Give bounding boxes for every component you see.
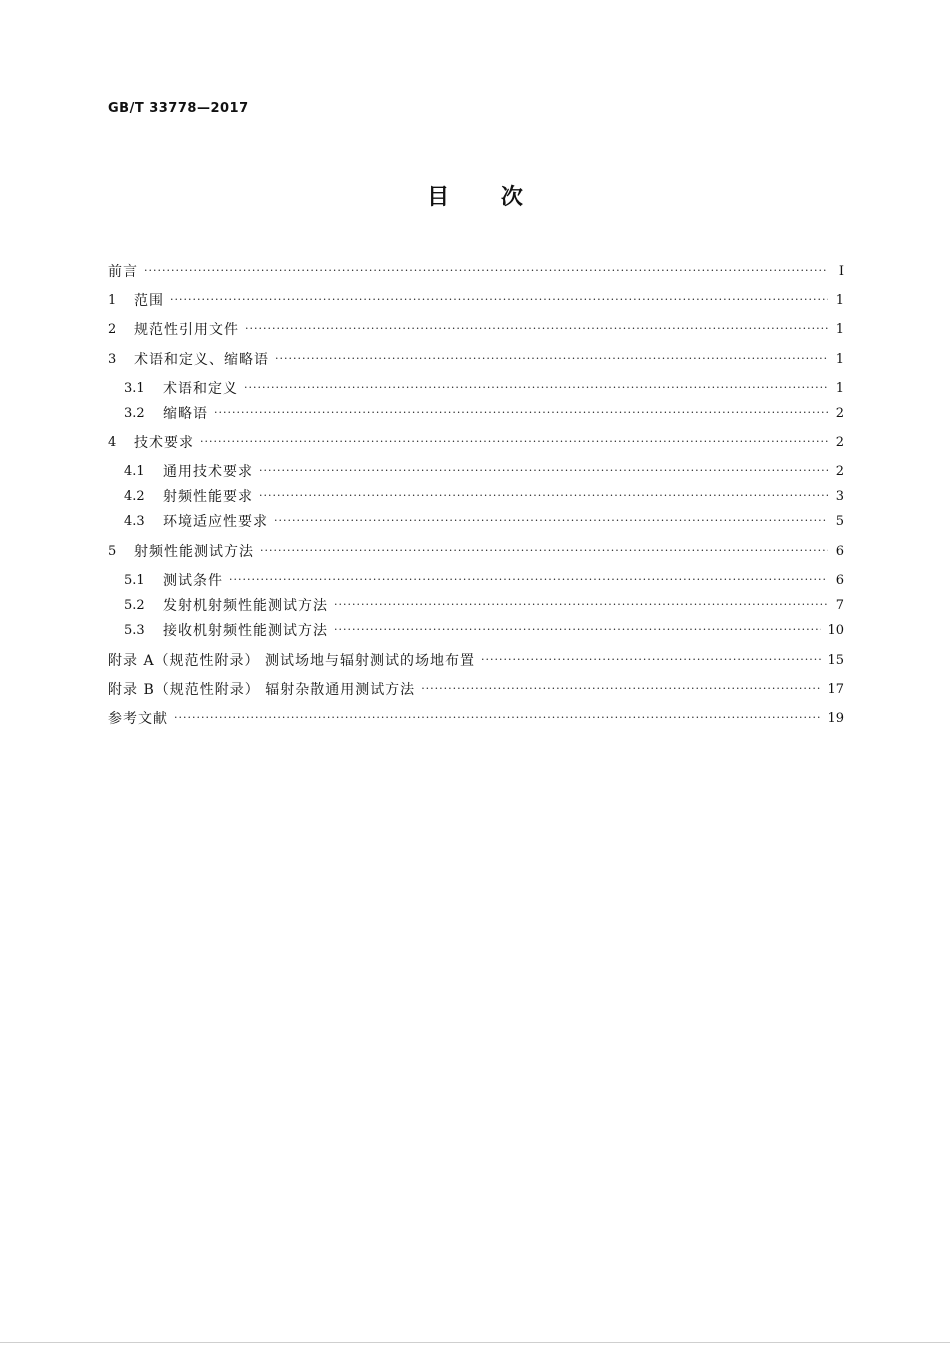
toc-entry-4-3[interactable]	[124, 510, 844, 532]
toc-leader	[214, 402, 828, 424]
toc-entry-appendix-b[interactable]	[108, 678, 844, 700]
toc-page: 15	[827, 652, 844, 668]
toc-label: 附录 B（规范性附录） 辐射杂散通用测试方法	[108, 682, 416, 698]
toc-page: 1	[835, 321, 844, 337]
toc-leader	[259, 460, 828, 482]
toc-label: 规范性引用文件	[134, 322, 239, 338]
toc-leader	[229, 569, 828, 591]
toc-page: 19	[827, 710, 844, 726]
toc-entry-5[interactable]	[108, 540, 844, 562]
toc-number: 4.1	[124, 463, 145, 479]
toc-entry-references[interactable]	[108, 707, 844, 729]
toc-page: 7	[835, 597, 844, 613]
toc-number: 4	[108, 434, 117, 450]
toc-entry-appendix-a[interactable]	[108, 649, 844, 671]
toc-entry-4[interactable]	[108, 431, 844, 453]
toc-label: 接收机射频性能测试方法	[163, 623, 328, 639]
toc-entry-5-1[interactable]	[124, 569, 844, 591]
toc-leader	[334, 619, 821, 641]
toc-label: 射频性能要求	[163, 489, 253, 505]
toc-entry-4-2[interactable]	[124, 485, 844, 507]
toc-page: Ⅰ	[838, 263, 844, 279]
toc-label: 附录 A（规范性附录） 测试场地与辐射测试的场地布置	[108, 653, 476, 669]
standard-code: GB/T 33778—2017	[108, 101, 249, 116]
toc-label: 术语和定义	[163, 381, 238, 397]
toc-page: 2	[835, 405, 844, 421]
toc-entry-foreword[interactable]	[108, 260, 844, 282]
toc-label: 通用技术要求	[163, 464, 253, 480]
toc-page: 6	[835, 572, 844, 588]
toc-page: 2	[835, 463, 844, 479]
page-title: 目 次	[427, 185, 523, 210]
toc-number: 5	[108, 543, 117, 559]
toc-leader	[174, 707, 821, 729]
toc-entry-3-1[interactable]	[124, 377, 844, 399]
toc-leader	[275, 348, 828, 370]
toc-leader	[245, 318, 828, 340]
toc-page: 1	[835, 380, 844, 396]
toc-leader	[144, 260, 828, 282]
toc-entry-3-2[interactable]	[124, 402, 844, 424]
toc-leader	[260, 540, 828, 562]
toc-label: 参考文献	[108, 711, 168, 727]
toc-leader	[481, 649, 821, 671]
toc-number: 1	[108, 292, 117, 308]
toc-label: 范围	[134, 293, 164, 309]
toc-number: 3.2	[124, 405, 145, 421]
toc-entry-4-1[interactable]	[124, 460, 844, 482]
toc-number: 4.2	[124, 488, 145, 504]
toc-entry-1[interactable]	[108, 289, 844, 311]
toc-number: 3	[108, 351, 117, 367]
toc-leader	[274, 510, 828, 532]
toc-entry-5-2[interactable]	[124, 594, 844, 616]
toc-label: 环境适应性要求	[163, 514, 268, 530]
toc-number: 5.2	[124, 597, 145, 613]
toc-page: 3	[835, 488, 844, 504]
toc-label: 发射机射频性能测试方法	[163, 598, 328, 614]
toc-label: 技术要求	[134, 435, 194, 451]
toc-page: 6	[835, 543, 844, 559]
toc-page: 1	[835, 351, 844, 367]
toc-number: 5.1	[124, 572, 145, 588]
page-edge-divider	[0, 1342, 950, 1343]
toc-leader	[259, 485, 828, 507]
toc-page: 17	[827, 681, 844, 697]
toc-entry-5-3[interactable]	[124, 619, 844, 641]
toc-leader	[244, 377, 828, 399]
toc-page: 2	[835, 434, 844, 450]
toc-label: 射频性能测试方法	[134, 544, 254, 560]
toc-leader	[421, 678, 821, 700]
toc-number: 3.1	[124, 380, 145, 396]
toc-number: 5.3	[124, 622, 145, 638]
toc-label: 测试条件	[163, 573, 223, 589]
toc-number: 4.3	[124, 513, 145, 529]
toc-entry-2[interactable]	[108, 318, 844, 340]
toc-label: 术语和定义、缩略语	[134, 352, 269, 368]
toc-leader	[170, 289, 828, 311]
toc-number: 2	[108, 321, 117, 337]
toc-leader	[200, 431, 828, 453]
toc-page: 5	[835, 513, 844, 529]
toc-page: 10	[827, 622, 844, 638]
toc-label: 前言	[108, 264, 138, 280]
toc-page: 1	[835, 292, 844, 308]
toc-label: 缩略语	[163, 406, 208, 422]
toc-entry-3[interactable]	[108, 348, 844, 370]
toc-leader	[334, 594, 828, 616]
